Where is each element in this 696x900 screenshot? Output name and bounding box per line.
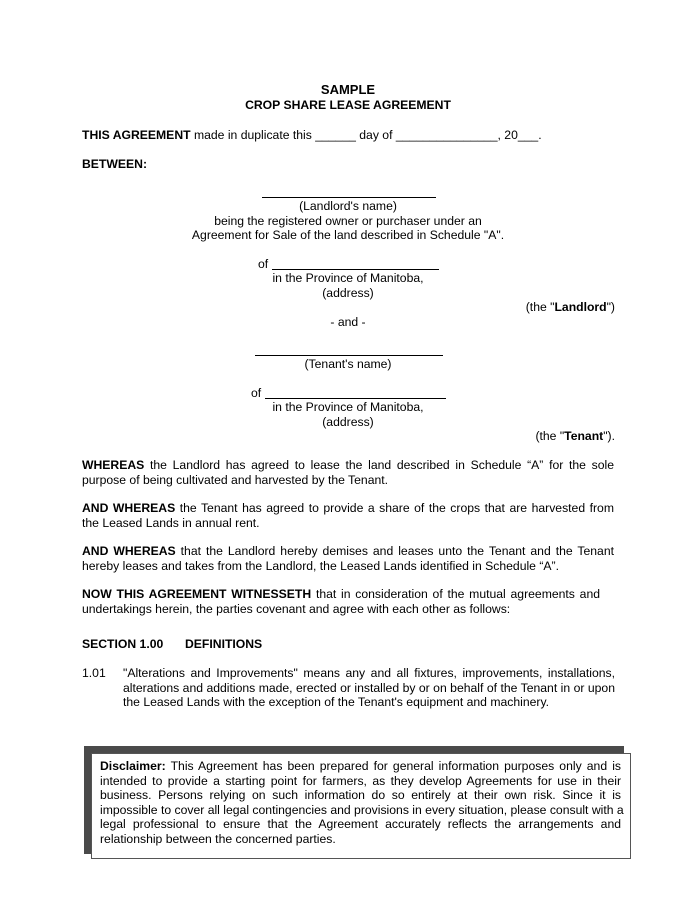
and-separator: - and - [330, 315, 366, 329]
clause-text: the Leased Lands with the exception of the Tenant's equipment and machinery. [123, 695, 550, 710]
recital-keyword: WHEREAS [82, 458, 145, 472]
between-label: BETWEEN: [82, 157, 147, 171]
recital-and-whereas-1 [82, 501, 614, 530]
clause-number: 1.01 [82, 666, 106, 680]
recital-text: purpose of being cultivated and harvested by the Tenant. [82, 472, 389, 487]
recital-text: undertakings herein, the parties covenant and agree with each other as follows: [82, 601, 511, 616]
section-title: DEFINITIONS [185, 637, 263, 651]
disclaimer-line: intended to provide a starting point for farmers, as they develop Agreements for use in their [100, 773, 621, 788]
landlord-role-prefix: (the " [525, 300, 555, 314]
tenant-name-caption: (Tenant's name) [304, 357, 392, 371]
disclaimer-line: legal professional to ensure that the Agreement accurately reflects the arrangements and [100, 817, 621, 832]
landlord-province: in the Province of Manitoba, [272, 271, 424, 285]
landlord-role-suffix: ") [606, 300, 615, 314]
doc-subtitle: CROP SHARE LEASE AGREEMENT [245, 98, 451, 112]
tenant-role-name: Tenant [564, 429, 604, 443]
tenant-name-line [255, 355, 443, 356]
landlord-role [526, 300, 615, 315]
tenant-address-line [265, 398, 446, 399]
clause-text: alterations and additions made, erected or installed by or on behalf of the Tenant in or upon [123, 680, 615, 695]
recital-text: that the Landlord hereby demises and leases unto the Tenant and the Tenant [175, 544, 614, 558]
disclaimer-line: business. Persons relying on such information do so entirely at their own risk. Since it is [100, 788, 621, 803]
landlord-address-line [272, 269, 439, 270]
recital-keyword: AND WHEREAS [82, 544, 176, 558]
recital-text: the Tenant has agreed to provide a share of the crops that are harvested from [175, 501, 614, 515]
tenant-address-caption: (address) [322, 415, 374, 429]
recital-and-whereas-2 [82, 544, 614, 573]
tenant-of-label: of [251, 386, 262, 400]
tenant-role-prefix: (the " [535, 429, 565, 443]
doc-title: SAMPLE [320, 82, 376, 97]
landlord-name-line [262, 197, 436, 198]
tenant-role-suffix: "). [603, 429, 615, 443]
recital-text: the Landlord has agreed to lease the land described in Schedule “A” for the sole [144, 458, 614, 472]
disclaimer-text [100, 759, 624, 847]
clause-text: "Alterations and Improvements" means any and all fixtures, improvements, installations, [123, 666, 615, 680]
landlord-desc-2: Agreement for Sale of the land described in Schedule "A". [191, 228, 505, 242]
landlord-address-caption: (address) [322, 286, 374, 300]
section-number: SECTION 1.00 [82, 637, 164, 651]
recital-text: the Leased Lands in annual rent. [82, 515, 260, 530]
tenant-role [535, 429, 615, 444]
intro-line [82, 128, 542, 143]
recital-text: that in consideration of the mutual agreements and [311, 587, 600, 601]
recital-witnesseth [82, 587, 600, 616]
disclaimer-line: relationship between the concerned parties. [100, 831, 336, 846]
landlord-name-caption: (Landlord's name) [299, 199, 397, 213]
intro-lead: THIS AGREEMENT [82, 128, 191, 142]
disclaimer-line: impossible to cover all legal contingencies and provisions in every situation, please consult with a [100, 802, 624, 817]
disclaimer-box [91, 753, 631, 859]
recital-whereas [82, 458, 614, 487]
intro-text: made in duplicate this ______ day of _______________, 20___. [190, 128, 542, 142]
landlord-desc-1: being the registered owner or purchaser under an [214, 214, 482, 228]
disclaimer-label: Disclaimer: [100, 759, 166, 773]
clause-1-01 [123, 666, 615, 710]
disclaimer-line: This Agreement has been prepared for general information purposes only and is [165, 759, 621, 773]
landlord-role-name: Landlord [554, 300, 607, 314]
recital-text: hereby leases and takes from the Landlord, the Leased Lands identified in Schedule “A”. [82, 558, 559, 573]
landlord-of-label: of [258, 257, 269, 271]
tenant-province: in the Province of Manitoba, [272, 400, 424, 414]
recital-keyword: AND WHEREAS [82, 501, 176, 515]
recital-keyword: NOW THIS AGREEMENT WITNESSETH [82, 587, 312, 601]
